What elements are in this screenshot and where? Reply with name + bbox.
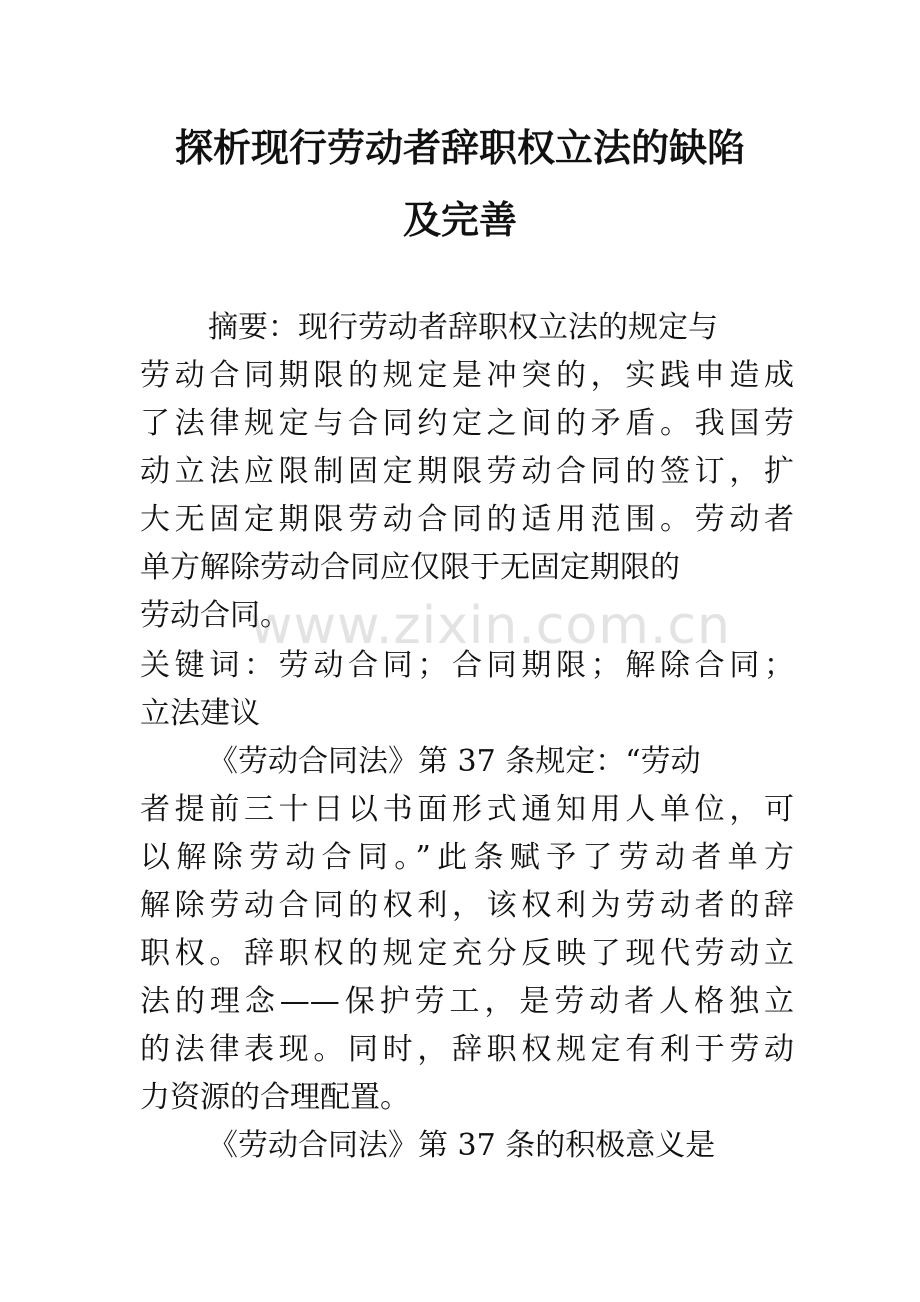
- abstract-line: 劳动合同期限的规定是冲突的，实践申造成: [140, 358, 794, 393]
- body-line: 的法律表现。同时，辞职权规定有利于劳动: [140, 1032, 794, 1067]
- title-line-2: 及完善: [402, 198, 517, 242]
- body-line: 《劳动合同法》第 37 条的积极意义是: [208, 1128, 716, 1163]
- watermark: www.zixin.com.cn: [250, 596, 731, 656]
- body-line: 者提前三十日以书面形式通知用人单位，可: [140, 792, 794, 827]
- keywords-line: 关键词：劳动合同；合同期限；解除合同；: [140, 648, 794, 683]
- body-line: 解除劳动合同的权利，该权利为劳动者的辞: [140, 888, 794, 923]
- abstract-line: 了法律规定与合同约定之间的矛盾。我国劳: [140, 406, 794, 441]
- body-line: 法的理念——保护劳工，是劳动者人格独立: [140, 984, 794, 1019]
- body-line: 《劳动合同法》第 37 条规定：“劳动: [208, 744, 701, 779]
- body-line: 以解除劳动合同。”此条赋予了劳动者单方: [140, 840, 794, 875]
- abstract-line: 单方解除劳动合同应仅限于无固定期限的: [140, 550, 680, 585]
- abstract-line: 动立法应限制固定期限劳动合同的签订，扩: [140, 454, 794, 489]
- keywords-line: 立法建议: [140, 696, 260, 731]
- abstract-line: 摘要：现行劳动者辞职权立法的规定与: [208, 310, 718, 345]
- title-line-1: 探析现行劳动者辞职权立法的缺陷: [174, 126, 745, 170]
- abstract-line: 大无固定期限劳动合同的适用范围。劳动者: [140, 502, 794, 537]
- body-line: 职权。辞职权的规定充分反映了现代劳动立: [140, 936, 794, 971]
- abstract-line: 劳动合同。: [140, 598, 290, 633]
- body-line: 力资源的合理配置。: [140, 1080, 410, 1115]
